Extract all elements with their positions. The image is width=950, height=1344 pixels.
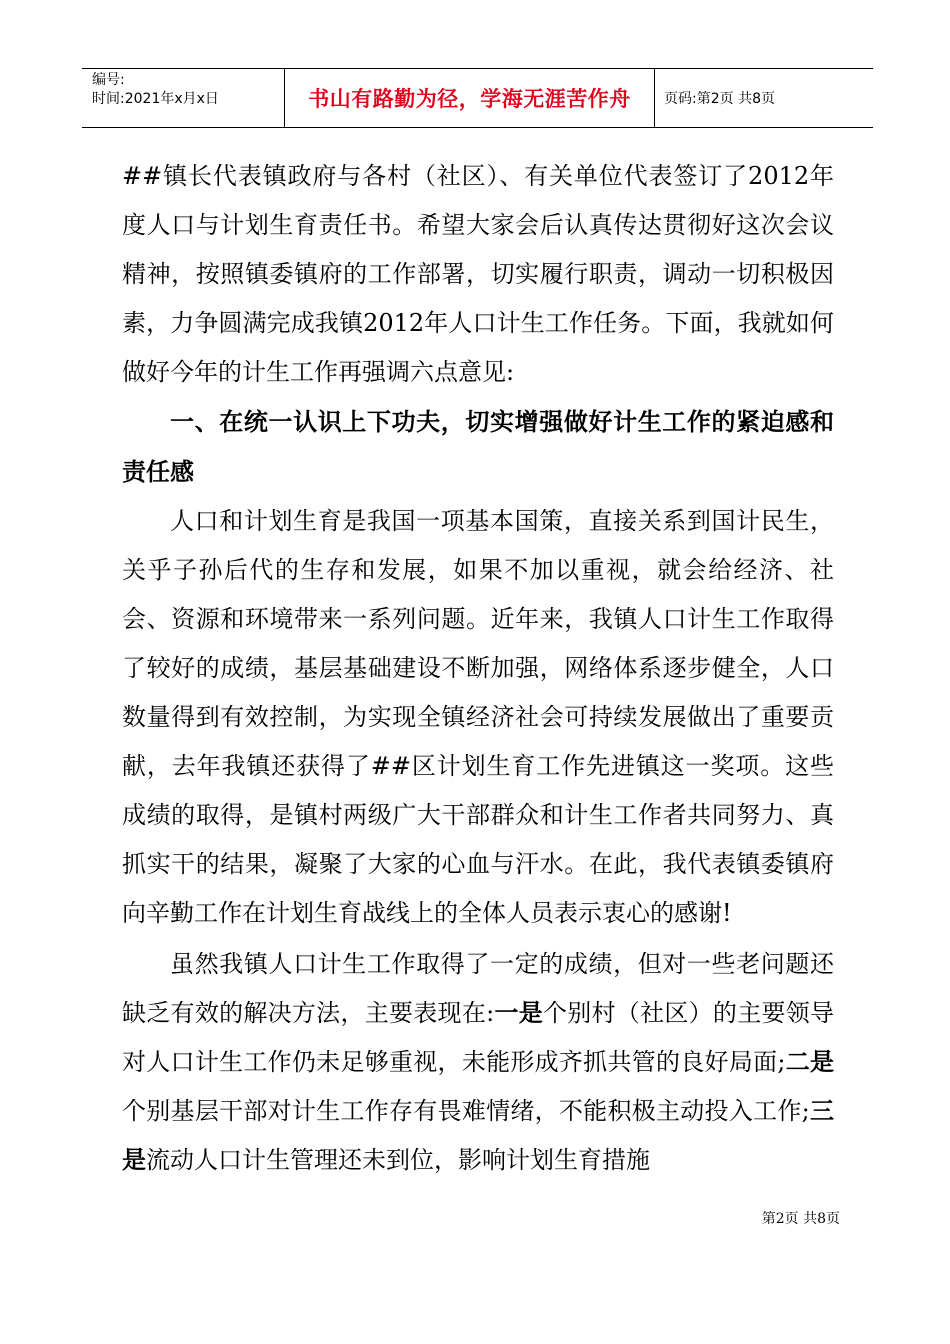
doc-number-label: 编号: — [92, 72, 125, 88]
document-body — [122, 152, 834, 1185]
point-label-1: 一是 — [494, 999, 544, 1027]
point-text-2: 个别基层干部对计生工作存有畏难情绪，不能积极主动投入工作; — [122, 1097, 810, 1125]
section-heading-1: 一、在统一认识上下功夫，切实增强做好计生工作的紧迫感和责任感 — [122, 408, 834, 486]
paragraph-2: 人口和计划生育是我国一项基本国策，直接关系到国计民生，关乎子孙后代的生存和发展，如果不加以重视，就会给经济、社会、资源和环境带来一系列问题。近年来，我镇人口计生工作取得了较好的成绩，基层基础建设不断加强，网络体系逐步健全，人口数量得到有效控制，为实现全镇经济社会可持续发展做出了重要贡献，去年我镇还获得了##区计划生育工作先进镇这一奖项。这些成绩的取得，是镇村两级广大干部群众和计生工作者共同努力、真抓实干的结果，凝聚了大家的心血与汗水。在此，我代表镇委镇府向辛勤工作在计划生育战线上的全体人员表示衷心的感谢! — [122, 507, 834, 927]
point-label-2: 二是 — [785, 1048, 834, 1076]
paragraph-3-intro: 虽然我镇人口计生工作取得了一定的成绩，但对一些老问题还缺乏有效的解决方法，主要表现在: — [122, 950, 834, 1027]
header-motto: 书山有路勤为径，学海无涯苦作舟 — [285, 69, 655, 127]
point-text-3: 流动人口计生管理还未到位，影响计划生育措施 — [146, 1146, 650, 1174]
header-page-code: 页码:第2页 共8页 — [664, 91, 775, 107]
paragraph-1: ##镇长代表镇政府与各村（社区）、有关单位代表签订了2012年度人口与计划生育责任书。希望大家会后认真传达贯彻好这次会议精神，按照镇委镇府的工作部署，切实履行职责，调动一切积极因素，力争圆满完成我镇2012年人口计生工作任务。下面，我就如何做好今年的计生工作再强调六点意见: — [122, 162, 834, 386]
point-text-1: 个别村（社区）的主要领导对人口计生工作仍未足够重视，未能形成齐抓共管的良好局面; — [122, 999, 835, 1076]
doc-time-label: 时间:2021年x月x日 — [92, 91, 219, 107]
point-label-3: 三是 — [122, 1097, 834, 1174]
document-header — [82, 68, 873, 128]
paragraph-3 — [122, 940, 834, 1185]
page-footer: 第2页 共8页 — [761, 1211, 840, 1227]
header-meta — [82, 69, 285, 127]
